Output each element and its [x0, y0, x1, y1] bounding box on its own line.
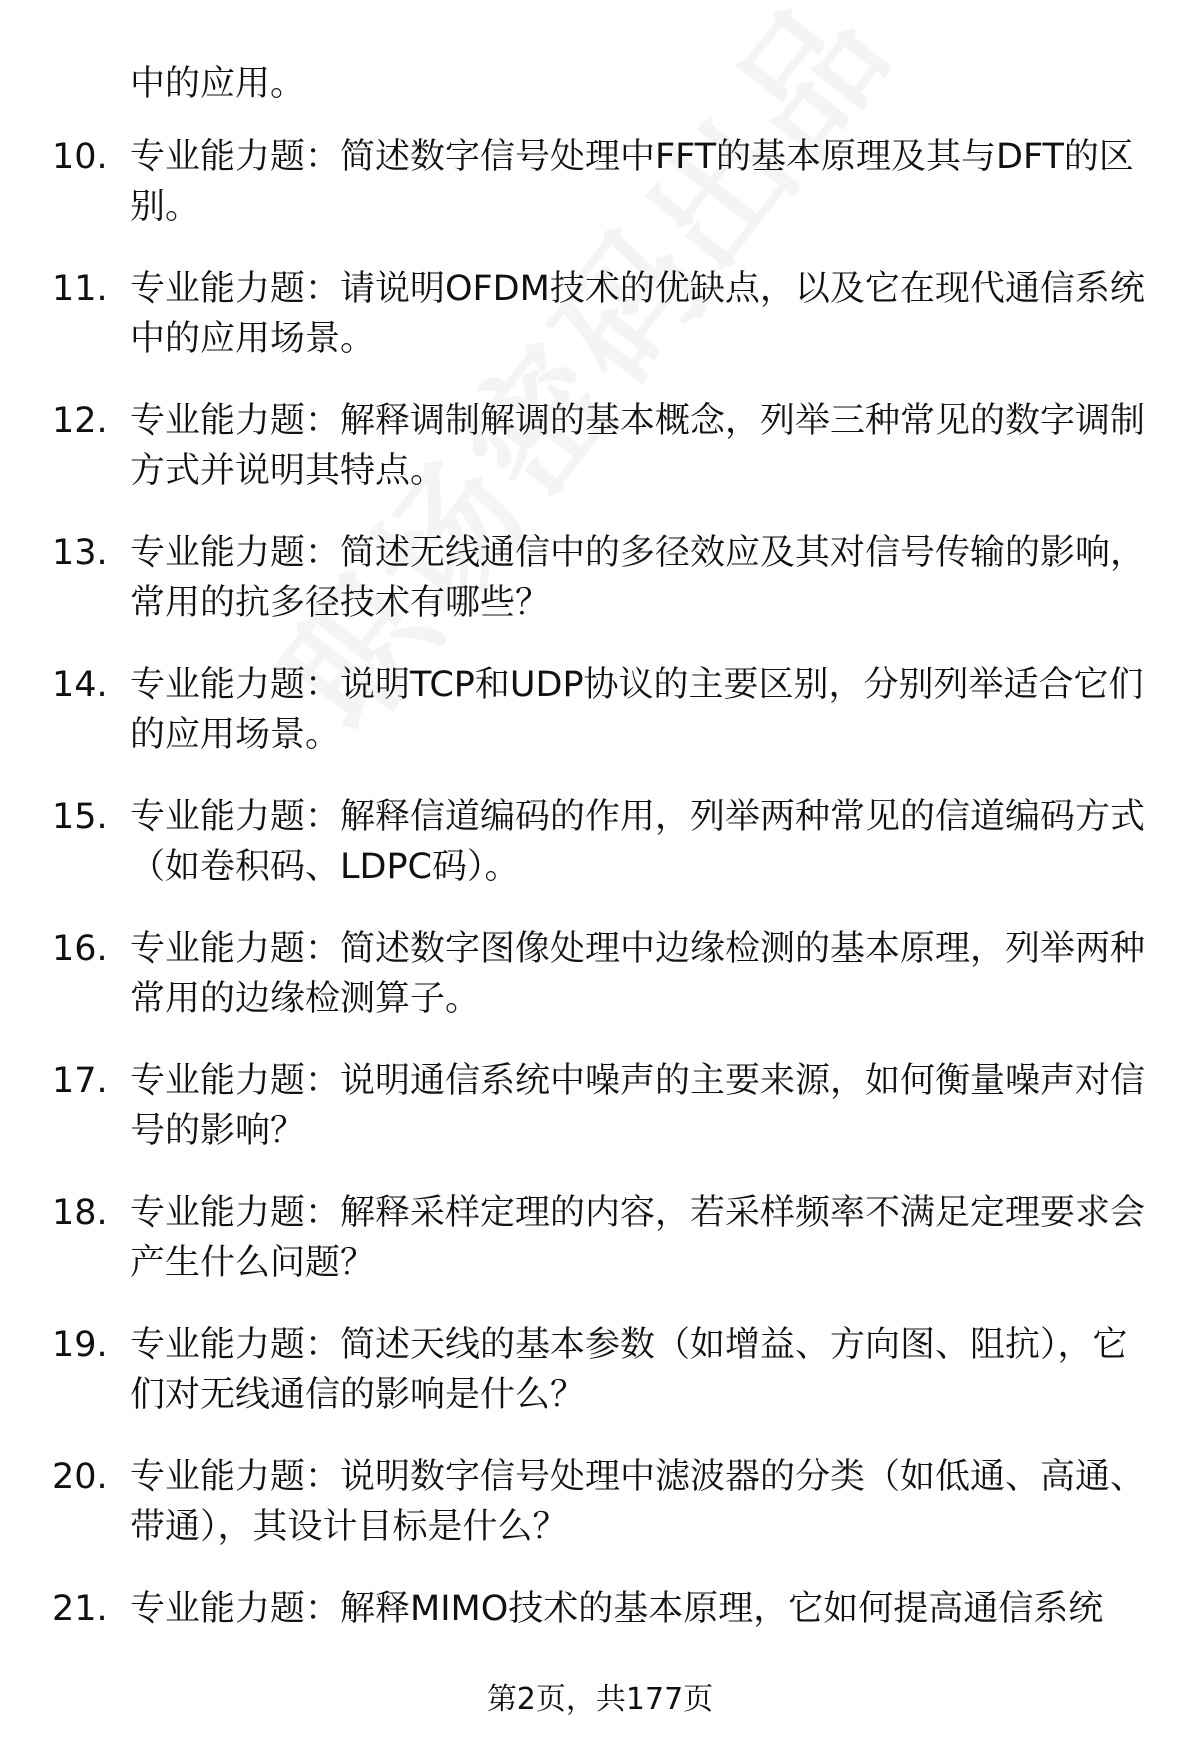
question-text: 专业能力题：请说明OFDM技术的优缺点，以及它在现代通信系统中的应用场景。 — [130, 269, 1145, 359]
page-number-footer: 第2页，共177页 — [486, 1682, 714, 1717]
question-item — [0, 1188, 1200, 1320]
question-number: 10. — [52, 137, 108, 177]
question-number: 11. — [52, 269, 108, 309]
question-item — [0, 1320, 1200, 1452]
question-number: 16. — [52, 929, 108, 969]
question-text: 专业能力题：说明通信系统中噪声的主要来源，如何衡量噪声对信号的影响？ — [130, 1061, 1146, 1151]
question-item — [0, 1452, 1200, 1584]
question-text: 专业能力题：说明数字信号处理中滤波器的分类（如低通、高通、带通），其设计目标是什么？ — [130, 1457, 1146, 1547]
continuation-text: 中的应用。 — [130, 64, 306, 104]
question-text: 专业能力题：简述数字信号处理中FFT的基本原理及其与DFT的区别。 — [130, 137, 1134, 227]
question-text: 专业能力题：解释调制解调的基本概念，列举三种常见的数字调制方式并说明其特点。 — [130, 401, 1146, 491]
question-text: 专业能力题：解释采样定理的内容，若采样频率不满足定理要求会产生什么问题？ — [130, 1193, 1146, 1283]
question-number: 14. — [52, 665, 108, 705]
question-list — [0, 132, 1200, 1716]
question-item — [0, 396, 1200, 528]
question-item — [0, 792, 1200, 924]
question-item — [0, 528, 1200, 660]
question-text: 专业能力题：解释MIMO技术的基本原理，它如何提高通信系统 — [130, 1589, 1104, 1629]
question-number: 18. — [52, 1193, 108, 1233]
question-item — [0, 132, 1200, 264]
question-item — [0, 660, 1200, 792]
question-item — [0, 264, 1200, 396]
question-item — [0, 924, 1200, 1056]
question-number: 15. — [52, 797, 108, 837]
question-text: 专业能力题：简述数字图像处理中边缘检测的基本原理，列举两种常用的边缘检测算子。 — [130, 929, 1146, 1019]
question-item — [0, 1056, 1200, 1188]
question-number: 19. — [52, 1325, 108, 1365]
question-text: 专业能力题：简述无线通信中的多径效应及其对信号传输的影响，常用的抗多径技术有哪些？ — [130, 533, 1146, 623]
question-number: 20. — [52, 1457, 108, 1497]
question-number: 21. — [52, 1589, 108, 1629]
question-number: 12. — [52, 401, 108, 441]
question-text: 专业能力题：解释信道编码的作用，列举两种常见的信道编码方式（如卷积码、LDPC码）。 — [130, 797, 1146, 887]
question-text: 专业能力题：简述天线的基本参数（如增益、方向图、阻抗），它们对无线通信的影响是什么？ — [130, 1325, 1128, 1415]
question-text: 专业能力题：说明TCP和UDP协议的主要区别，分别列举适合它们的应用场景。 — [130, 665, 1144, 755]
question-number: 17. — [52, 1061, 108, 1101]
question-number: 13. — [52, 533, 108, 573]
